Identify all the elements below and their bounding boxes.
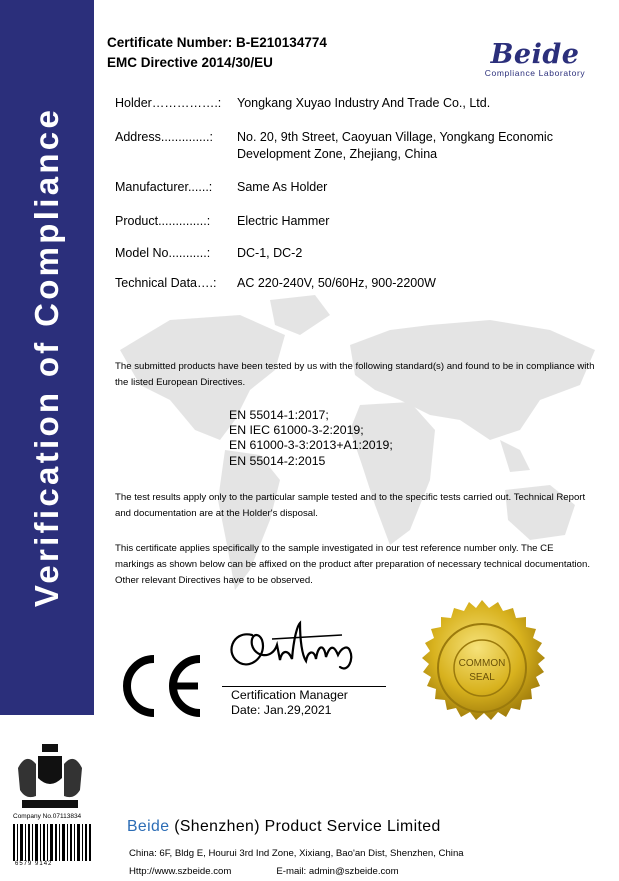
detail-label: Technical Data….:: [115, 276, 217, 290]
detail-label: Manufacturer......:: [115, 180, 213, 194]
certificate-number: Certificate Number: B-E210134774: [107, 35, 327, 50]
certificate-heading: [107, 33, 327, 73]
detail-value: AC 220-240V, 50/60Hz, 900-2200W: [237, 276, 436, 290]
sidebar-banner: [0, 0, 94, 715]
logo-word: Beide: [490, 39, 580, 70]
detail-value: Same As Holder: [237, 180, 328, 194]
company-contact: [129, 845, 464, 881]
directive-label: EMC Directive 2014/30/EU: [107, 55, 273, 70]
detail-value: No. 20, 9th Street, Caoyuan Village, Yongkang Economic Development Zone, Zhejiang, China: [237, 130, 553, 161]
beide-logo: [472, 39, 598, 78]
ce-mark-icon: [116, 651, 206, 721]
seal-text-top: COMMON: [458, 658, 506, 669]
logo-subtitle: Compliance Laboratory: [484, 68, 586, 78]
standards-list: [229, 408, 393, 469]
company-address: China: 6F, Bldg E, Hourui 3rd Ind Zone, Xixiang, Bao'an Dist, Shenzhen, China: [129, 848, 464, 859]
standard-item: EN IEC 61000-3-2:2019;: [229, 423, 364, 438]
seal-text-bottom: SEAL: [469, 672, 495, 683]
detail-value: Yongkang Xuyao Industry And Trade Co., Ltd.: [237, 96, 491, 110]
company-email: E-mail: admin@szbeide.com: [276, 866, 399, 877]
signature-block: [231, 688, 348, 718]
company-number: Company No.07113834: [13, 813, 82, 820]
barcode-icon: [12, 824, 92, 861]
common-seal-icon: [414, 600, 550, 736]
signature-date: Date: Jan.29,2021: [231, 703, 332, 717]
detail-value: Electric Hammer: [237, 214, 330, 228]
results-paragraph: The test results apply only to the particular sample tested and to the specific tests carried out. Technical Report and documentation are at the Holder's disposal.: [115, 492, 586, 519]
company-website: Http://www.szbeide.com: [129, 866, 232, 877]
sidebar-title: Verification of Compliance: [28, 106, 65, 608]
standard-item: EN 55014-1:2017;: [229, 408, 329, 422]
detail-label: Holder…………….:: [115, 96, 222, 110]
company-name: [127, 818, 441, 836]
signature-line: [222, 686, 386, 687]
company-name-rest: (Shenzhen) Product Service Limited: [169, 818, 441, 835]
detail-label: Product..............:: [115, 214, 211, 228]
royal-crest-icon: [8, 738, 92, 814]
barcode-digits: 6579 9142: [15, 861, 53, 867]
standard-item: EN 61000-3-3:2013+A1:2019;: [229, 438, 393, 453]
applies-paragraph: This certificate applies specifically to the sample investigated in our test reference number only. The CE markings as shown below can be affixed on the product after preparation of necessary technical documentation. Other relevant Directives have to be observed.: [115, 543, 590, 586]
intro-paragraph: The submitted products have been tested by us with the following standard(s) and found to be in compliance with the listed European Directives.: [115, 361, 595, 388]
detail-value: DC-1, DC-2: [237, 246, 303, 260]
standard-item: EN 55014-2:2015: [229, 453, 326, 468]
company-brand: Beide: [127, 818, 170, 835]
detail-label: Address..............:: [115, 130, 213, 144]
signature-mark: [222, 615, 372, 675]
detail-label: Model No...........:: [115, 246, 211, 260]
signer-role: Certification Manager: [231, 688, 348, 702]
